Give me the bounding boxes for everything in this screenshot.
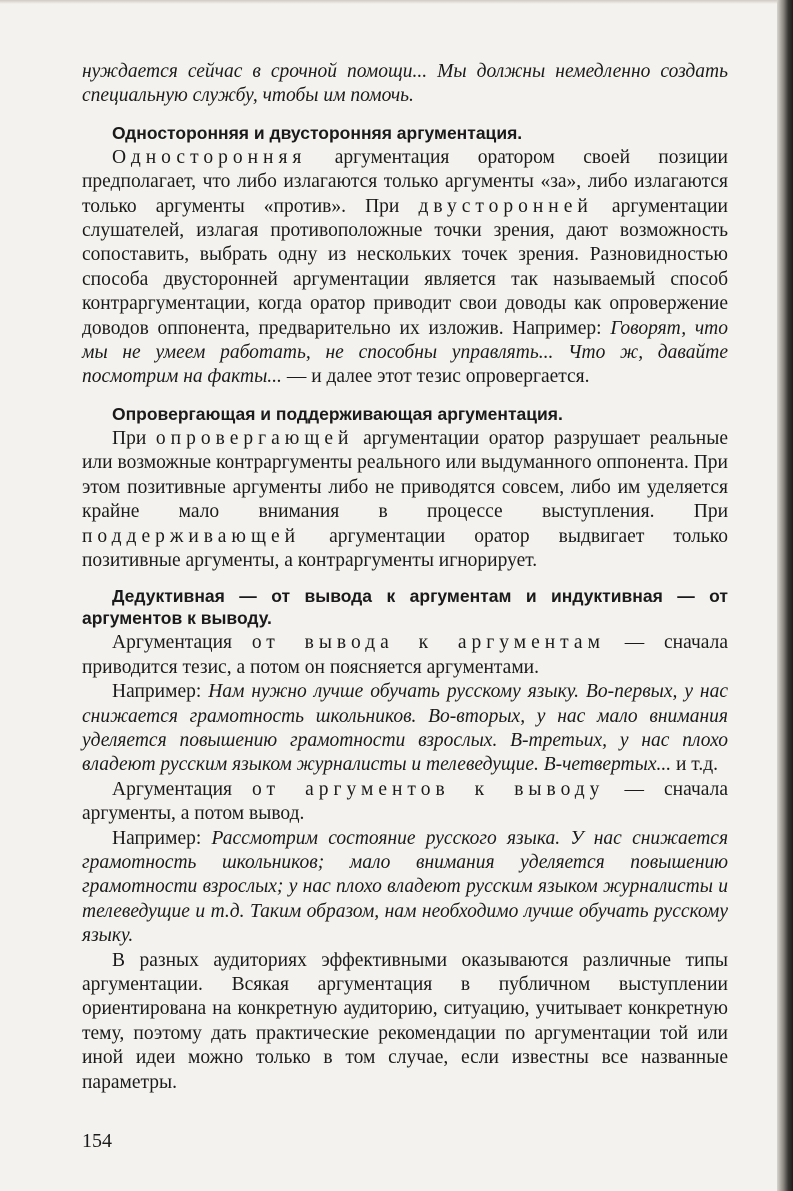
spaced-term: от аргументов к выводу — [252, 778, 605, 800]
paragraph-refuting-supporting — [82, 427, 728, 573]
text-run: — сначала приводится тезис, а потом он поясняется аргументами. — [82, 632, 728, 678]
paragraph-deductive-example — [82, 680, 728, 778]
spaced-term: от вывода к аргументам — [251, 632, 605, 654]
example-text: Рассмотрим состояние русского языка. У нас снижается грамотность школьников; мало внимания уделяется повышению грамотности взрослых; у нас плохо владеют русским языком журналисты и телеведущие и т.д. Таким образом, нам необходимо лучше обучать русскому языку. — [82, 827, 729, 947]
example-text: Нам нужно лучше обучать русскому языку. Во-первых, у нас снижается грамотность школьников. Во-вторых, у нас мало внимания уделяется повышению грамотности взрослых. В-третьих, у нас плохо владеют русским языком журналисты и телеведущие. В-четвертых... — [82, 681, 728, 776]
paragraph-deductive — [82, 631, 728, 680]
text-run: и т.д. — [671, 754, 719, 776]
paragraph-one-two-sided — [82, 146, 728, 390]
page-top-shadow — [0, 0, 777, 4]
intro-paragraph: нуждается сейчас в срочной помощи... Мы должны немедленно создать специальную службу, чтобы им помочь. — [82, 61, 728, 107]
text-run: Аргументация — [112, 778, 253, 800]
text-run: — сначала аргументы, а потом вывод. — [82, 778, 728, 825]
heading-deductive-inductive: Дедуктивная — от вывода к аргументам и индуктивная — от аргументов к выводу. — [82, 586, 728, 629]
text-run: аргументация оратором своей позиции предполагает, что либо излагаются только аргументы «за», либо излагаются только аргументы «против». При — [82, 146, 728, 217]
book-spine-shadow — [777, 0, 793, 1191]
paragraph-inductive — [82, 778, 728, 827]
spaced-term: двусторонней — [418, 195, 593, 217]
heading-one-two-sided: Односторонняя и двусторонняя аргументация. — [112, 122, 523, 143]
text-run: Например: — [112, 681, 209, 703]
text-run: — и далее этот тезис опровергается. — [281, 366, 590, 388]
spaced-term: поддерживающей — [82, 525, 301, 547]
page-content — [82, 60, 728, 1095]
spaced-term: опровергающей — [155, 427, 354, 449]
heading-refuting-supporting: Опровергающая и поддерживающая аргументация. — [112, 403, 563, 424]
paragraph-conclusion: В разных аудиториях эффективными оказываются различные типы аргументации. Всякая аргументация в публичном выступлении ориентирована на конкретную аудиторию, ситуацию, учитывает конкретную тему, поэтому дать практические рекомендации по аргументации той или иной идеи можно только в том случае, если известны все названные параметры. — [82, 949, 728, 1093]
text-run: Аргументация — [112, 632, 252, 654]
text-run: аргументации оратор выдвигает только позитивные аргументы, а контраргументы игнорирует. — [82, 525, 728, 571]
text-run: аргументации слушателей, излагая противоположные точки зрения, дают возможность сопоставить, выбрать одну из нескольких точек зрения. Разновидностью способа двусторонней аргументации является так называемый способ контраргументации, когда оратор приводит свои доводы как опровержение доводов оппонента, предварительно их изложив. Например: — [82, 195, 728, 339]
text-run: аргументации оратор разрушает реальные или возможные контраргументы реального или выдуманного оппонента. При этом позитивные аргументы либо не приводятся совсем, либо им уделяется крайне мало внимания в процессе выступления. При — [82, 427, 728, 523]
example-text: Говорят, что мы не умеем работать, не способны управлять... Что ж, давайте посмотрим на факты... — [82, 317, 728, 388]
text-run: При — [112, 427, 156, 449]
spaced-term: Односторонняя — [112, 146, 307, 168]
text-run: Например: — [112, 827, 212, 849]
paragraph-inductive-example — [82, 827, 728, 949]
page-number: 154 — [82, 1130, 112, 1152]
